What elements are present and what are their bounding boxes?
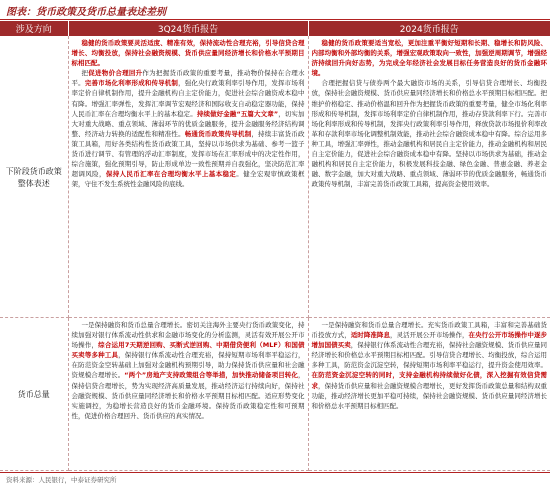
highlighted-text: 综合运用7天期逆回购、买断式逆回购、中期借贷便利（MLF）和国债买卖等多种工具 (71, 341, 305, 360)
highlighted-text: 完善市场化利率形成和传导机制 (84, 79, 179, 88)
body-text: ，切实加大对重大战略、重点领域、薄弱环节的优质金融服务，提升金融服务经济结构调整、经济动力转换的适配性和精准性。 (71, 109, 305, 138)
body-text: 一是保持融资和货币总量合理增长。密切关注海外主要央行货币政策变化，持续加强对银行体系流动性供求和金融市场变化的分析监测，灵活有效开展公开市场操作， (71, 321, 305, 350)
body-text: 一是保持融资和货币总量合理增长。充实货币政策工具箱，丰富和完善基础货币投放方式， (311, 321, 547, 340)
comparison-table (0, 21, 550, 471)
table-header-row (0, 21, 550, 36)
paragraph (72, 38, 305, 68)
topic-cell: 下阶段货币政策整体表述 (0, 36, 68, 318)
body-text: 合理把握信贷与债券两个最大融资市场的关系，引导信贷合理增长、均衡投放，保持社会融资规模、货币供应量同经济增长和价格总水平预期目标相匹配。把维护价格稳定、推动价格温和回升作为把握货币政策的重要考量，健全市场化利率形成和传导机制，发挥市场利率定价自律机制作用，推动存贷款利率下行。完善市场化利率形成和传导机制，发挥央行政策利率引导作用，释放贷款市场报价利率改革和存款利率市场化调整机制效能，推动社会综合融资成本稳中有降。综合运用多种工具，增强汇率弹性，推动金融机构和居民自主定价能力，推动金融机构和居民自主定价能力，促进社会综合融资成本稳中有降。坚持以市场供求为基础，推动金融机构和居民自主定价能力，积极发展科技金融、绿色金融、普惠金融、养老金融、数字金融，加大对重大战略、重点领域、薄弱环节的优质金融服务，畅通货币政策传导机制，丰富完善货币政策工具箱，提高资金使用效率。 (311, 79, 547, 189)
body-text: ，强化央行政策利率引导作用，发挥市场利率定价自律机制作用，提升金融机构自主定价能力，促进社会综合融资成本稳中有降。增强汇率弹性，发挥汇率调节宏观经济和国际收支自动稳定器功能，保持人民币汇率在合理均衡水平上的基本稳定。 (71, 79, 305, 118)
q3-cell (68, 36, 308, 318)
table-row (0, 318, 550, 471)
body-text: ，保持信贷合理增长，势为实现经济高质量发展，推动经济运行持续向好，保持社会融资规模、货币供应量同经济增长和价格水平预期目标相匹配。适应形势变化实施调控，为稳增长营造良好的货币金融环境。保持货币政策稳定性和可预期性，促进价格合理回升、货币供应的真实情况。 (71, 371, 305, 420)
highlighted-text: 适时降准降息 (350, 331, 391, 340)
body-text: ，保持银行体系流动性合理充裕，保持社会融资规模、货币供应量同经济增长和价格总水平预期目标相匹配。引导信贷合理增长、均衡投放，综合运用多种工具，防范资金沉淀空转，保持短期市场利率平稳运行，提升资金使用效率。 (311, 341, 548, 370)
highlighted-text: 保持人民币汇率在合理均衡水平上基本稳定 (105, 170, 237, 179)
body-text: ，保持银行体系流动性合理充裕，保持短期市场利率平稳运行，在防范资金空转基础上加强对金融机构预期引导，助力保持货币供应量和社会融资规模合理增长。 (71, 351, 305, 380)
y24-cell (308, 318, 550, 471)
bottom-rule (0, 472, 550, 473)
body-text: ，保持货币供应量和社会融资规模合理增长，更好发挥货币政策总量和结构双重功能，推动经济增长更加平稳可持续，保持社会融资规模、货币供应量同经济增长和价格总水平预期目标相匹配。 (311, 381, 548, 410)
header-2024: 2024货币报告 (308, 21, 550, 36)
paragraph (72, 320, 305, 421)
paragraph (312, 320, 548, 411)
highlighted-text: 持续做好金融“五篇大文章” (196, 109, 279, 118)
chart-title: 图表：货币政策及货币总量表述差别 (6, 7, 166, 18)
highlighted-text: “两个”房地产支持政策组合等举措，加快推动储备项目转化 (124, 371, 299, 380)
body-text: 作为把握货币政策的重要考量，推动物价保持在合理水平。 (71, 69, 305, 88)
table-row (0, 36, 550, 318)
source-note: 资料来源：人民银行，中泰证券研究所 (6, 476, 117, 484)
highlighted-text: 畅通货币政策传导机制 (184, 129, 252, 138)
header-topic: 涉及方向 (0, 21, 68, 36)
body-text: ，持续丰富货币政策工具箱，用好各类结构性货币政策工具，坚持以市场供求为基础、参考一篮子货币进行调节、有管理的浮动汇率制度，发挥市场在汇率形成中的决定性作用，综合施策，强化预期引导，防止形成单边一致性预期并自我强化，坚决防范汇率超调风险， (71, 129, 305, 179)
header-3q24: 3Q24货币报告 (68, 21, 308, 36)
title-rule (0, 19, 550, 20)
paragraph (312, 78, 548, 189)
body-text: 。健全宏观审慎政策框架，守住不发生系统性金融风险的底线。 (71, 170, 305, 189)
highlighted-text: 促进物价合理回升 (88, 69, 143, 78)
highlighted-text: 稳健的货币政策要灵活适度、精准有效，保持流动性合理充裕，引导信贷合理增长、均衡投放，保持社会融资规模、货币供应量同经济增长和价格水平预期目标相匹配。 (71, 39, 305, 68)
body-text: ，灵活开展公开市场操作， (390, 331, 469, 340)
highlighted-text: 在央行公开市场操作中逐步增加国债买卖 (311, 331, 548, 350)
q3-cell (68, 318, 308, 471)
highlighted-text: 在防范资金沉淀空转的同时，支持金融机构持续做好化债，深入挖掘有效信贷需求 (311, 371, 547, 390)
paragraph (312, 38, 548, 78)
highlighted-text: 稳健的货币政策要适当宽松，更加注重平衡好短期和长期、稳增长和防风险、内部均衡和外部均衡的关系，增强宏观政策取向一致性，加强逆周期调节，增强经济持续回升向好态势，为完成全年经济社会发展目标任务营造良好的货币金融环境。 (311, 39, 547, 78)
topic-cell: 货币总量 (0, 318, 68, 471)
y24-cell (308, 36, 550, 318)
body-text: 把 (81, 69, 89, 78)
paragraph (72, 68, 305, 189)
